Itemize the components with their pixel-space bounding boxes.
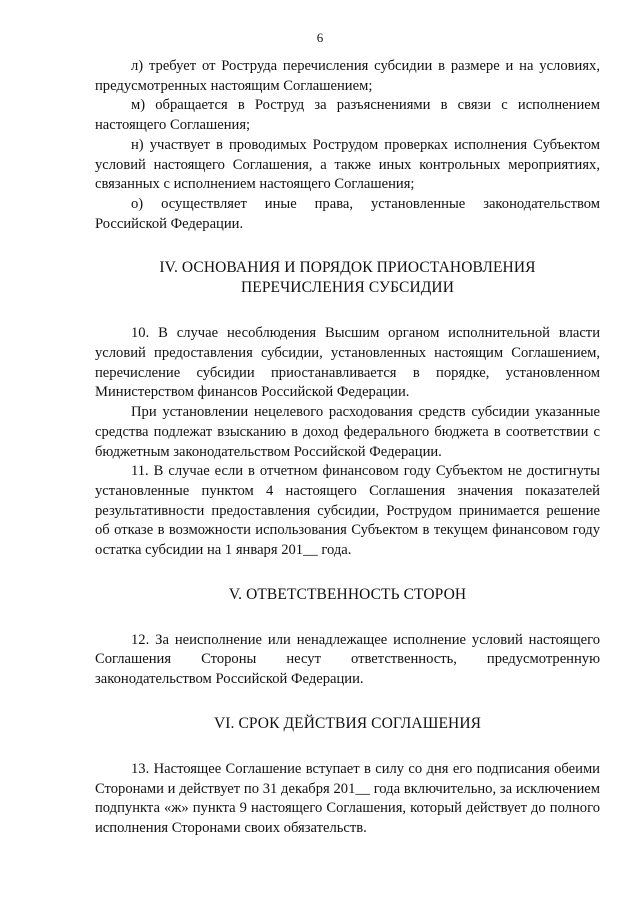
paragraph-10: 10. В случае несоблюдения Высшим органом исполнительной власти условий предоставления субсидии, установленных настоящим Соглашением, перечисление субсидии приостанавливается в порядке, установленном Министерством финансов Российской Федерации. [95, 325, 600, 401]
spacer [95, 561, 600, 585]
list-item-m: м) обращается в Роструд за разъяснениями в связи с исполнением настоящего Соглашения; [95, 97, 600, 134]
spacer [95, 298, 600, 324]
paragraph-13: 13. Настоящее Соглашение вступает в силу со дня его подписания обеими Сторонами и действует по 31 декабря 201__ года включительно, за исключением подпункта «ж» пункта 9 настоящего Соглашения, который действует до полного исполнения Сторонами своих обязательств. [95, 760, 600, 836]
spacer [95, 234, 600, 258]
section-4-heading-line-2: ПЕРЕЧИСЛЕНИЯ СУБСИДИИ [240, 279, 455, 297]
list-item-o: о) осуществляет иные права, установленные законодательством Российской Федерации. [95, 195, 600, 232]
section-6-heading: VI. СРОК ДЕЙСТВИЯ СОГЛАШЕНИЯ [213, 714, 482, 732]
section-4-heading-line-1: IV. ОСНОВАНИЯ И ПОРЯДОК ПРИОСТАНОВЛЕНИЯ [159, 259, 536, 277]
page-number: 6 [316, 30, 324, 45]
list-item-n: н) участвует в проводимых Рострудом проверках исполнения Субъектом условий настоящего Соглашения, а также иных контрольных мероприятиях, связанных с исполнением настоящего Соглашения; [95, 136, 600, 193]
spacer [95, 734, 600, 760]
document-body [95, 57, 600, 839]
paragraph-12: 12. За неисполнение или ненадлежащее исполнение условий настоящего Соглашения Стороны несут ответственность, предусмотренную законодательством Российской Федерации. [95, 631, 600, 688]
spacer [95, 605, 600, 631]
paragraph-11: 11. В случае если в отчетном финансовом году Субъектом не достигнуты установленные пунктом 4 настоящего Соглашения значения показателей результативности предоставления субсидии, Рострудом принимается решение об отказе в возможности использования Субъектом в текущем финансовом году остатка субсидии на 1 января 201__ года. [95, 463, 600, 559]
section-5-heading: V. ОТВЕТСТВЕННОСТЬ СТОРОН [228, 585, 467, 603]
paragraph-10-continuation: При установлении нецелевого расходования средств субсидии указанные средства подлежат взысканию в доход федерального бюджета в соответствии с бюджетным законодательством Российской Федерации. [95, 404, 600, 460]
list-item-l: л) требует от Роструда перечисления субсидии в размере и на условиях, предусмотренных настоящим Соглашением; [95, 58, 600, 94]
spacer [95, 690, 600, 714]
